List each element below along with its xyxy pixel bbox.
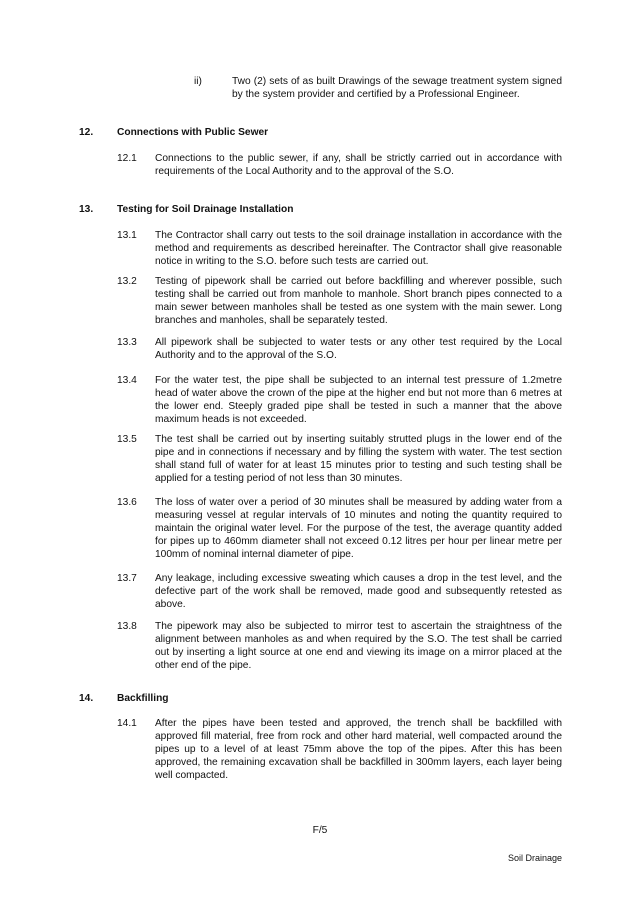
item-14-1-number: 14.1: [117, 718, 137, 729]
footer-section-name: Soil Drainage: [507, 853, 562, 863]
item-13-3-number: 13.3: [117, 337, 137, 348]
item-13-8-number: 13.8: [117, 621, 137, 632]
item-13-5-number: 13.5: [117, 434, 137, 445]
item-13-8-text: The pipework may also be subjected to mirror test to ascertain the straightness of the alignment between manholes as and when required by the S.O. The test shall be carried out by inserting a light source at one end and viewing its image on a mirror placed at the other end of the pipe.: [155, 621, 562, 671]
section-13-number: 13.: [79, 204, 94, 215]
section-12-title: Connections with Public Sewer: [117, 127, 269, 138]
item-13-7-number: 13.7: [117, 573, 137, 584]
item-13-2-text: Testing of pipework shall be carried out before backfilling and wherever possible, such testing shall be carried out from manhole to manhole. Short branch pipes connected to a main sewer between manholes shall be tested as one system with the main sewer. Long branches and manholes, shall be separately tested.: [155, 276, 562, 326]
section-12-number: 12.: [79, 127, 94, 138]
intro-marker: ii): [194, 76, 202, 87]
item-13-2-number: 13.2: [117, 276, 137, 287]
item-12-1-text: Connections to the public sewer, if any, shall be strictly carried out in accordance with requirements of the Local Authority and to the approval of the S.O.: [155, 153, 562, 177]
section-14-title: Backfilling: [117, 693, 169, 704]
intro-text: Two (2) sets of as built Drawings of the sewage treatment system signed by the system provider and certified by a Professional Engineer.: [232, 76, 562, 100]
page-number: F/5: [312, 825, 328, 836]
item-13-1-number: 13.1: [117, 230, 137, 241]
section-14-number: 14.: [79, 693, 94, 704]
item-13-4-number: 13.4: [117, 375, 137, 386]
item-13-6-text: The loss of water over a period of 30 minutes shall be measured by adding water from a measuring vessel at regular intervals of 10 minutes and noting the quantity required to maintain the original water level. For the purpose of the test, the average quantity added for pipes up to 460mm diameter shall not exceed 0.12 litres per hour per linear metre per 100mm of nominal internal diameter of pipe.: [155, 497, 562, 560]
item-13-4-text: For the water test, the pipe shall be subjected to an internal test pressure of 1.2metre head of water above the crown of the pipe at the higher end but not more than 6 metres at the lower end. Steeply graded pipe shall be tested in such a manner that the above maximum heads is not exceeded.: [155, 375, 562, 425]
item-14-1-text: After the pipes have been tested and approved, the trench shall be backfilled with approved fill material, free from rock and other hard material, well compacted around the pipes up to a level of at least 75mm above the top of the pipes. After this has been approved, the remaining excavation shall be backfilled in 300mm layers, each layer being well compacted.: [155, 718, 562, 781]
section-13-title: Testing for Soil Drainage Installation: [117, 204, 294, 215]
item-13-7-text: Any leakage, including excessive sweating which causes a drop in the test level, and the defective part of the work shall be removed, made good and subsequently retested as above.: [155, 573, 562, 610]
item-13-5-text: The test shall be carried out by inserting suitably strutted plugs in the lower end of the pipe and in connections if necessary and by filling the system with water. The test section shall stand full of water for at least 15 minutes prior to testing and such testing shall be applied for a testing period of not less than 30 minutes.: [155, 434, 562, 484]
item-13-1-text: The Contractor shall carry out tests to the soil drainage installation in accordance with the method and requirements as described hereinafter. The Contractor shall give reasonable notice in writing to the S.O. before such tests are carried out.: [155, 230, 562, 267]
item-13-3-text: All pipework shall be subjected to water tests or any other test required by the Local Authority and to the approval of the S.O.: [155, 337, 562, 361]
item-12-1-number: 12.1: [117, 153, 137, 164]
item-13-6-number: 13.6: [117, 497, 137, 508]
